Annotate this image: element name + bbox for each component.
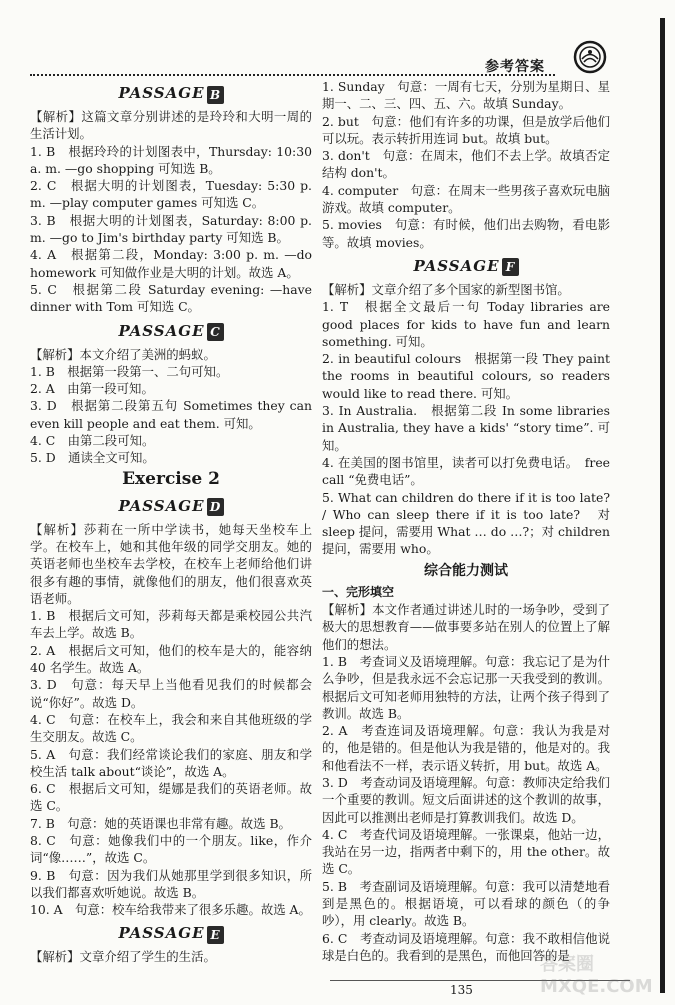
analysis-b: 【解析】这篇文章分别讲述的是玲玲和大明一周的生活计划。 [30,109,312,142]
passage-letter: D [207,498,224,516]
answer-c-4: 4. C 由第二段可知。 [30,433,155,449]
answer-b-3: 3. B 根据大明的计划图表，Saturday: 8:00 p. m. —go to Jim's birthday party 可知选 B。 [30,212,312,246]
passage-word: PASSAGE [118,496,205,515]
passage-heading-f [322,251,610,281]
answer-cloze-6: 6. C 考查动词及语境理解。句意：我不敢相信他说球是白色的。我看到的是黑色，而他回答的是 [322,930,610,963]
answer-b-1: 1. B 根据玲玲的计划图表中，Thursday: 10:30 a. m. —go shopping 可知选 B。 [30,143,312,176]
answer-d-1: 1. B 根据后文可知，莎莉每天都是乘校园公共汽车去上学。故选 B。 [30,608,312,641]
analysis-c: 【解析】本文介绍了美洲的蚂蚁。 [30,346,216,362]
answer-e-3: 3. don't 句意：在周末，他们不去上学。故填否定结构 don't。 [322,148,610,181]
answer-f-2: 2. in beautiful colours 根据第一段 They paint the rooms in beautiful colours, so readers would like to read there. 可知。 [322,351,610,401]
passage-letter: E [207,926,224,944]
answer-b-2: 2. C 根据大明的计划图表，Tuesday: 5:30 p. m. —play computer games 可知选 C。 [30,178,312,211]
answer-b-5: 5. C 根据第二段 Saturday evening: —have dinner with Tom 可知选 C。 [30,281,312,315]
passage-word: PASSAGE [118,321,205,340]
answer-d-4: 4. C 句意：在校车上，我会和来自其他班级的学生交朋友。故选 C。 [30,711,312,745]
answer-d-9: 9. B 句意：因为我们从她那里学到很多知识，所以我们都喜欢听她说。故选 B。 [30,867,312,900]
passage-letter: F [502,258,519,276]
answer-d-3: 3. D 句意：每天早上当他看见我们的时候都会说“你好”。故选 D。 [30,677,312,710]
book-logo-icon [573,40,607,74]
page-edge [660,18,665,993]
passage-word: PASSAGE [118,84,205,102]
subsection-title: 一、完形填空 [322,584,395,599]
answer-d-7: 7. B 句意：她的英语课也非常有趣。故选 B。 [30,815,291,831]
answer-c-1: 1. B 根据第一段第一、二句可知。 [30,363,229,379]
header-title: 参考答案 [485,59,545,75]
left-column [30,78,312,966]
answer-d-6: 6. C 根据后文可知，缇娜是我们的英语老师。故选 C。 [30,781,312,814]
answer-cloze-1: 1. B 考查词义及语境理解。句意：我忘记了是为什么争吵，但是我永远不会忘记那一天我受到的教训。根据后文可知老师用独特的方法，让两个孩子得到了教训。故选 B。 [322,653,610,721]
page-header [30,60,600,76]
answer-cloze-5: 5. B 考查副词及语境理解。句意：我可以清楚地看到是黑色的。根据语境，可以看球的颜色（的争吵），用 clearly。故选 B。 [322,878,610,929]
analysis-d: 【解析】莎莉在一所中学读书，她每天坐校车上学。在校车上，她和其他年级的同学交朋友。她的英语老师也坐校车去学校，在校车上老师给他们讲很多有趣的事情，就像他们的朋友，他们很喜欢英语老师。 [30,521,312,606]
right-column [322,78,610,964]
exercise-title: Exercise 2 [122,468,220,489]
passage-letter: C [207,323,224,341]
passage-word: PASSAGE [413,256,500,275]
answer-f-4: 4. 在美国的图书馆里，读者可以打免费电话。 free call “免费电话”。 [322,454,610,488]
answer-c-2: 2. A 由第一段可知。 [30,381,154,397]
answer-f-3: 3. In Australia. 根据第二段 In some libraries in Australia, they have a kids' “story time”. 可知。 [322,403,610,453]
answer-cloze-4: 4. C 考查代词及语境理解。一张课桌，他站一边，我站在另一边，指两者中剩下的，用 the other。故选 C。 [322,826,610,877]
answer-d-8: 8. C 句意：她像我们中的一个朋友。like，作介词“像……”，故选 C。 [30,832,312,866]
passage-letter: B [207,86,224,104]
answer-c-3: 3. D 根据第二段第五句 Sometimes they can even kill people and eat them. 可知。 [30,398,312,431]
answer-c-5: 5. D 通读全文可知。 [30,450,155,466]
passage-heading-d [30,491,312,521]
answer-cloze-3: 3. D 考查动词及语境理解。句意：教师决定给我们一个重要的教训。短文后面讲述的这个教训的故事，因此可以推测出老师是打算教训我们。故选 D。 [322,774,610,825]
answer-e-2: 2. but 句意：他们有许多的功课，但是放学后他们可以玩。表示转折用连词 but。故填 but。 [322,113,610,146]
answer-b-4: 4. A 根据第二段，Monday: 3:00 p. m. —do homework 可知做作业是大明的计划。故选 A。 [30,247,312,280]
passage-heading-c [30,316,312,346]
passage-word: PASSAGE [118,924,205,943]
analysis-e: 【解析】文章介绍了学生的生活。 [30,949,216,965]
answer-d-2: 2. A 根据后文可知，他们的校车是大的，能容纳 40 名学生。故选 A。 [30,642,312,676]
answer-cloze-2: 2. A 考查连词及语境理解。句意：我认为我是对的，他是错的。但是他认为我是错的，他是对的。我和他看法不一样，表示语义转折，用 but。故选 A。 [322,723,610,773]
answer-e-4: 4. computer 句意：在周末一些男孩子喜欢玩电脑游戏。故填 computer。 [322,182,610,216]
answer-f-5: 5. What can children do there if it is too late? / Who can sleep there if it is too late? 对 sleep 提问，需要用 What … do …?；对 children 提问，需要用 who。 [322,489,610,557]
answer-e-1: 1. Sunday 句意：一周有七天，分别为星期日、星期一、二、三、四、五、六。故填 Sunday。 [322,79,610,112]
answer-d-5: 5. A 句意：我们经常谈论我们的家庭、朋友和学校生活 talk about“谈论”，故选 A。 [30,746,312,779]
header-rule [30,74,555,76]
watermark: 答案圈 MXQE.COM [540,954,653,997]
answer-e-5: 5. movies 句意：有时候，他们出去购物，看电影等。故填 movies。 [322,217,610,250]
page-number: 135 [450,983,473,997]
answer-f-1: 1. T 根据全文最后一句 Today libraries are good places for kids to have fun and learn something. 可知。 [322,299,610,349]
passage-heading-e [30,918,312,948]
answer-d-10: 10. A 句意：校车给我带来了很多乐趣。故选 A。 [30,902,311,918]
analysis-f: 【解析】文章介绍了多个国家的新型图书馆。 [322,281,570,297]
analysis-cloze: 【解析】本文作者通过讲述儿时的一场争吵，受到了极大的思想教育——做事要多站在别人的位置上了解他们的想法。 [322,602,610,652]
passage-heading-b [30,78,312,108]
section-title: 综合能力测试 [424,562,508,579]
